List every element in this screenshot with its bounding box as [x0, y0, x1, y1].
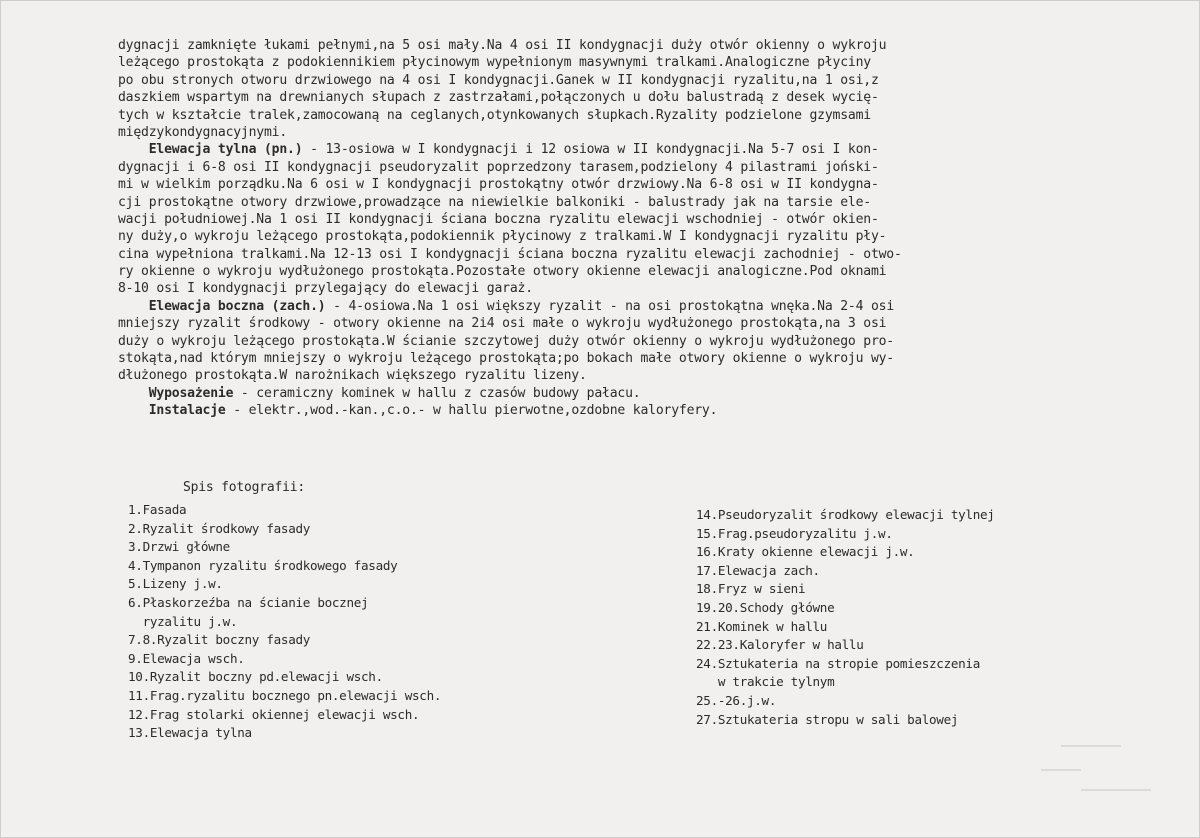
photo-list-item: 6.Płaskorzeźba na ścianie bocznej [128, 594, 369, 610]
text-line [118, 315, 1128, 332]
line-text: - 4-osiowa.Na 1 osi większy ryzalit - na osi prostokątna wnęka.Na 2-4 osi [325, 298, 895, 314]
text-line [118, 141, 1128, 158]
photo-list-right [696, 506, 995, 729]
line-text: - 13-osiowa w I kondygnacji i 12 osiowa w II kondygnacji.Na 5-7 osi I kon- [302, 142, 879, 158]
text-line [118, 385, 1128, 402]
text-line [118, 333, 1128, 350]
line-text: ny duży,o wykroju leżącego prostokąta,podokiennik płycinowy z tralkami.W I kondygnacji ryzalitu pły- [118, 229, 887, 245]
text-line [118, 367, 1128, 384]
faint-bleedthrough-mark [1061, 745, 1121, 747]
line-text: mi w wielkim porządku.Na 6 osi w I kondygnacji prostokątny otwór drzwiowy.Na 6-8 osi w II kondygna- [118, 177, 879, 193]
photo-list-item: 18.Fryz w sieni [696, 581, 806, 597]
photo-list-item: 1.Fasada [128, 502, 187, 517]
line-text: dygnacji i 6-8 osi II kondygnacji pseudoryzalit poprzedzony tarasem,podzielony 4 pilastrami joński- [118, 159, 879, 175]
line-text: ry okienne o wykroju wydłużonego prostokąta.Pozostałe otwory okienne elewacji analogiczne.Pod oknami [118, 264, 887, 280]
faint-bleedthrough-mark [1081, 789, 1151, 791]
text-line [118, 54, 1128, 71]
line-text: cji prostokątne otwory drzwiowe,prowadzące na niewielkie balkoniki - balustrady jak na tarsie ele- [118, 194, 871, 210]
text-line [118, 263, 1128, 280]
line-text: dygnacji zamknięte łukami pełnymi,na 5 osi mały.Na 4 osi II kondygnacji duży otwór okienny o wykroju [118, 38, 887, 53]
photo-list-item: 14.Pseudoryzalit środkowy elewacji tylnej [696, 507, 995, 522]
text-line [118, 350, 1128, 367]
text-line [118, 124, 1128, 141]
line-text: międzykondygnacyjnymi. [118, 124, 288, 140]
section-heading: Elewacja tylna (pn.) [118, 142, 303, 158]
line-text: wacji południowej.Na 1 osi II kondygnacji ściana boczna ryzalitu elewacji wschodniej - otwór okien- [118, 211, 879, 227]
text-line [118, 298, 1128, 315]
line-text: po obu stronych otworu drzwiowego na 4 osi I kondygnacji.Ganek w II kondygnacji ryzalitu,na 1 osi,z [118, 72, 879, 88]
text-line [118, 402, 1128, 419]
photo-list-item: 5.Lizeny j.w. [128, 576, 223, 592]
photo-list-item: 21.Kominek w hallu [696, 618, 828, 634]
line-text: tych w kształcie tralek,zamocowaną na ceglanych,otynkowanych słupkach.Ryzality podzielone gzymsami [118, 107, 871, 123]
section-heading: Elewacja boczna (zach.) [118, 298, 326, 314]
faint-bleedthrough-mark [1041, 769, 1081, 771]
photo-list-item: w trakcie tylnym [696, 674, 835, 690]
photo-list-item: 11.Frag.ryzalitu bocznego pn.elewacji wsch. [128, 687, 442, 703]
text-line [118, 89, 1128, 106]
photo-list-left [128, 501, 441, 743]
photo-list-item: 3.Drzwi główne [128, 539, 230, 555]
photo-list-item: 10.Ryzalit boczny pd.elewacji wsch. [128, 669, 383, 685]
section-heading: Wyposażenie [118, 385, 234, 401]
text-line [118, 37, 1128, 54]
photo-list-item: 7.8.Ryzalit boczny fasady [128, 632, 311, 648]
line-text: mniejszy ryzalit środkowy - otwory okienne na 2i4 osi małe o wykroju wydłużonego prostokąta,na 3 osi [118, 316, 887, 332]
photo-list-item: 12.Frag stolarki okiennej elewacji wsch. [128, 706, 420, 722]
line-text: stokąta,nad którym mniejszy o wykroju leżącego prostokąta;po bokach małe otwory okienne o wykroju wy- [118, 351, 894, 367]
text-line [118, 280, 1128, 297]
photo-list-item: 17.Elewacja zach. [696, 562, 820, 578]
photo-list-item: 13.Elewacja tylna [128, 725, 252, 741]
photo-list-title: Spis fotografii: [183, 480, 306, 495]
text-line [118, 107, 1128, 124]
photo-list-item: 24.Sztukateria na stropie pomieszczenia [696, 655, 981, 671]
photo-list-item: 16.Kraty okienne elewacji j.w. [696, 544, 915, 560]
line-text: dłużonego prostokąta.W narożnikach większego ryzalitu lizeny. [118, 368, 587, 384]
line-text: leżącego prostokąta z podokiennikiem płycinowym wypełnionym masywnymi tralkami.Analogiczne płyciny [118, 55, 871, 71]
text-line [118, 159, 1128, 176]
line-text: - elektr.,wod.-kan.,c.o.- w hallu pierwotne,ozdobne kaloryfery. [225, 403, 718, 419]
line-text: daszkiem wspartym na drewnianych słupach z zastrzałami,połączonych u dołu balustradą z desek wycię- [118, 90, 879, 106]
text-line [118, 72, 1128, 89]
photo-list-item: 25.-26.j.w. [696, 692, 777, 708]
photo-list-item: 2.Ryzalit środkowy fasady [128, 520, 311, 536]
photo-list-item: 15.Frag.pseudoryzalitu j.w. [696, 525, 893, 541]
photo-list-item: 4.Tympanon ryzalitu środkowego fasady [128, 557, 398, 573]
text-line [118, 194, 1128, 211]
photo-list-item: 9.Elewacja wsch. [128, 650, 245, 666]
line-text: 8-10 osi I kondygnacji przylegający do elewacji garaż. [118, 281, 533, 297]
text-line [118, 228, 1128, 245]
description-text [118, 37, 1128, 420]
photo-list-item: 27.Sztukateria stropu w sali balowej [696, 711, 959, 727]
line-text: duży o wykroju leżącego prostokąta.W ścianie szczytowej duży otwór okienny o wykroju wydłużonego pro- [118, 333, 894, 349]
photo-list-item: ryzalitu j.w. [128, 613, 238, 629]
line-text: cina wypełniona tralkami.Na 12-13 osi I kondygnacji ściana boczna ryzalitu elewacji zachodniej - otwo- [118, 246, 902, 262]
text-line [118, 246, 1128, 263]
line-text: - ceramiczny kominek w hallu z czasów budowy pałacu. [233, 385, 641, 401]
photo-list-item: 22.23.Kaloryfer w hallu [696, 637, 864, 653]
text-line [118, 211, 1128, 228]
photo-list-item: 19.20.Schody główne [696, 599, 835, 615]
text-line [118, 176, 1128, 193]
section-heading: Instalacje [118, 403, 226, 419]
